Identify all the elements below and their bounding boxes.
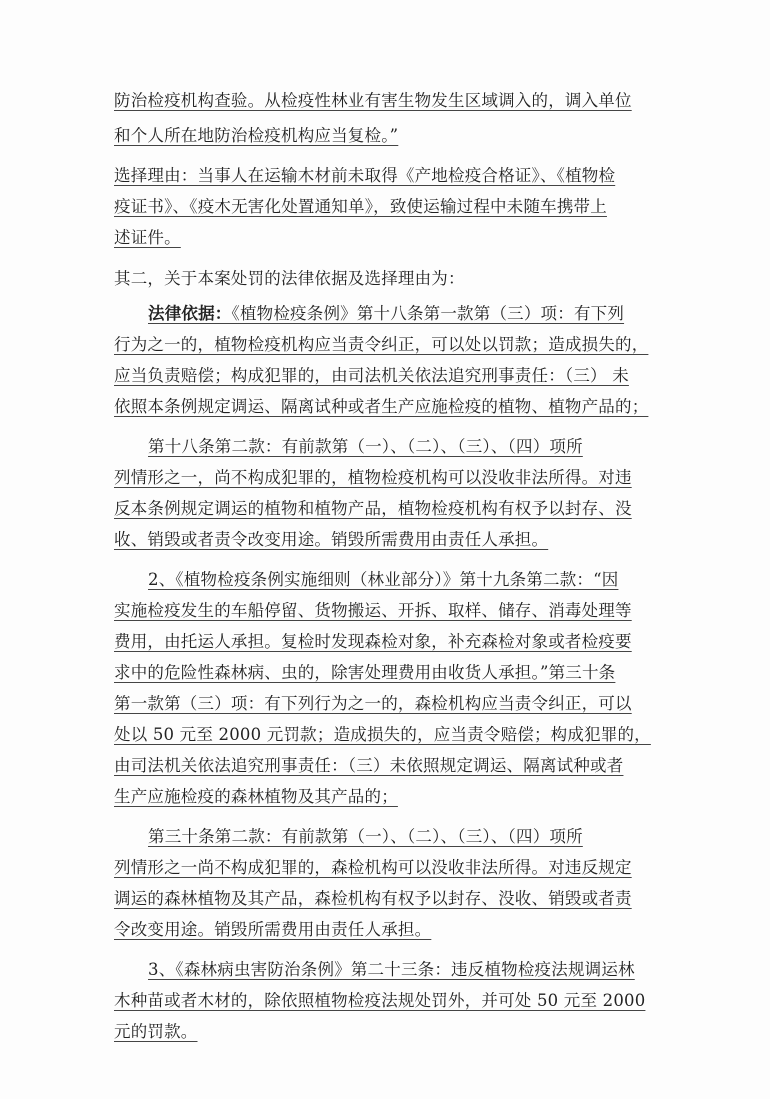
text-line: 和个人所在地防治检疫机构应当复检。” <box>114 126 399 145</box>
text-line: 疫证书》、《疫木无害化处置通知单》，致使运输过程中未随车携带上 <box>114 197 607 216</box>
text-line: 应当负责赔偿；构成犯罪的，由司法机关依法追究刑事责任：（三） 未 <box>114 366 629 385</box>
text-line: 2、《植物检疫条例实施细则（林业部分）》第十九条第二款：“因 <box>148 570 619 589</box>
bold-label: 法律依据： <box>148 304 232 323</box>
text-line <box>148 303 708 325</box>
text-line: 第十八条第二款：有前款第（一）、（二）、（三）、（四）项所 <box>148 437 583 456</box>
text-line: 由司法机关依法追究刑事责任：（三）未依照规定调运、隔离试种或者 <box>114 756 624 775</box>
section-heading: 其二，关于本案处罚的法律依据及选择理由为： <box>114 269 465 288</box>
text-line: 处以 50 元至 2000 元罚款；造成损失的，应当责令赔偿；构成犯罪的， <box>114 725 651 744</box>
text-line: 费用，由托运人承担。复检时发现森检对象，补充森检对象或者检疫要 <box>114 632 632 651</box>
text-line: 列情形之一尚不构成犯罪的，森检机构可以没收非法所得。对违反规定 <box>114 858 632 877</box>
text-line: 述证件。 <box>114 228 181 247</box>
text-line: 元的罚款。 <box>114 1022 198 1041</box>
text-line: 3、《森林病虫害防治条例》第二十三条：违反植物检疫法规调运林 <box>148 960 635 979</box>
text-line: 行为之一的，植物检疫机构应当责令纠正，可以处以罚款；造成损失的， <box>114 335 649 354</box>
text-line: 第一款第（三）项：有下列行为之一的，森检机构应当责令纠正，可以 <box>114 694 632 713</box>
text-line: 生产应施检疫的森林植物及其产品的； <box>114 787 398 806</box>
text-line: 调运的森林植物及其产品，森检机构有权予以封存、没收、销毁或者责 <box>114 889 632 908</box>
text-line-content: 《植物检疫条例》第十八条第一款第（三）项：有下列 <box>231 304 625 323</box>
text-line: 依照本条例规定调运、隔离试种或者生产应施检疫的植物、植物产品的； <box>114 397 649 416</box>
text-line: 木种苗或者木材的，除依照植物检疫法规处罚外，并可处 50 元至 2000 <box>114 991 646 1010</box>
text-line: 选择理由：当事人在运输木材前未取得《产地检疫合格证》、《植物检 <box>114 166 616 185</box>
text-line: 反本条例规定调运的植物和植物产品，植物检疫机构有权予以封存、没 <box>114 499 632 518</box>
text-line: 第三十条第二款：有前款第（一）、（二）、（三）、（四）项所 <box>148 827 583 846</box>
text-line: 实施检疫发生的车船停留、货物搬运、开拆、取样、储存、消毒处理等 <box>114 601 632 620</box>
text-line: 求中的危险性森林病、虫的，除害处理费用由收货人承担。”第三十条 <box>114 663 616 682</box>
text-line: 列情形之一，尚不构成犯罪的，植物检疫机构可以没收非法所得。对违 <box>114 468 632 487</box>
text-line: 防治检疫机构查验。从检疫性林业有害生物发生区域调入的，调入单位 <box>114 91 632 110</box>
text-line: 令改变用途。销毁所需费用由责任人承担。 <box>114 920 432 939</box>
text-line: 收、销毁或者责令改变用途。销毁所需费用由责任人承担。 <box>114 530 549 549</box>
